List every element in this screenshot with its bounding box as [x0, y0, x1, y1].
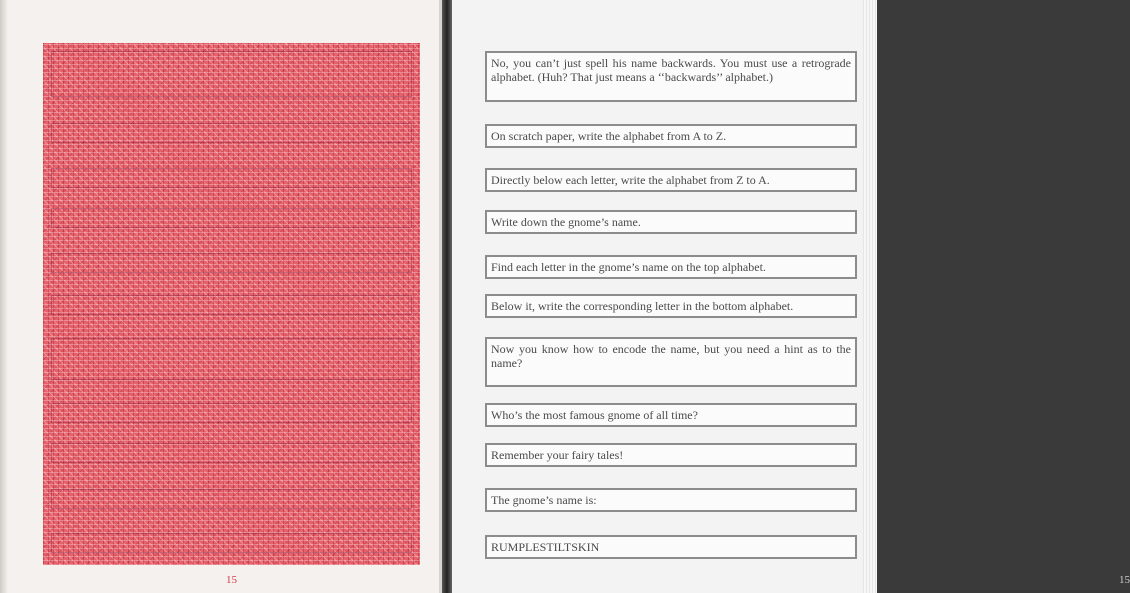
left-page — [0, 0, 442, 593]
hidden-prompt-box — [51, 338, 412, 380]
hidden-prompt-box — [51, 403, 412, 423]
prompt-box: Below it, write the corresponding letter in the bottom alphabet. — [485, 294, 857, 318]
hidden-prompt-box — [51, 168, 412, 188]
hidden-prompt-box — [51, 253, 412, 273]
prompt-box: Who’s the most famous gnome of all time? — [485, 403, 857, 427]
red-decoder-overlay — [43, 43, 420, 565]
book-spine — [442, 0, 452, 593]
prompt-box: Now you know how to encode the name, but you need a hint as to the name? — [485, 337, 857, 387]
prompt-box: On scratch paper, write the alphabet from A to Z. — [485, 124, 857, 148]
left-page-number: 15 — [226, 574, 237, 586]
prompt-box: No, you can’t just spell his name backwards. You must use a retrograde alphabet. (Huh? That just means a ‘‘backwards’’ alphabet.) — [485, 51, 857, 102]
right-page-number: 15 — [1119, 574, 1130, 586]
hidden-prompt-box — [51, 123, 412, 143]
prompt-box: Write down the gnome’s name. — [485, 210, 857, 234]
prompt-box: The gnome’s name is: — [485, 488, 857, 512]
hidden-prompt-box — [51, 208, 412, 228]
hidden-prompt-box — [51, 295, 412, 315]
hidden-prompt-box — [51, 533, 412, 553]
prompt-box: Remember your fairy tales! — [485, 443, 857, 467]
prompt-box: Directly below each letter, write the alphabet from Z to A. — [485, 168, 857, 192]
hidden-prompt-box — [51, 443, 412, 463]
prompt-box: RUMPLESTILTSKIN — [485, 535, 857, 559]
hidden-prompt-box — [51, 489, 412, 509]
hidden-prompt-box — [51, 51, 412, 97]
prompt-box: Find each letter in the gnome’s name on the top alphabet. — [485, 255, 857, 279]
